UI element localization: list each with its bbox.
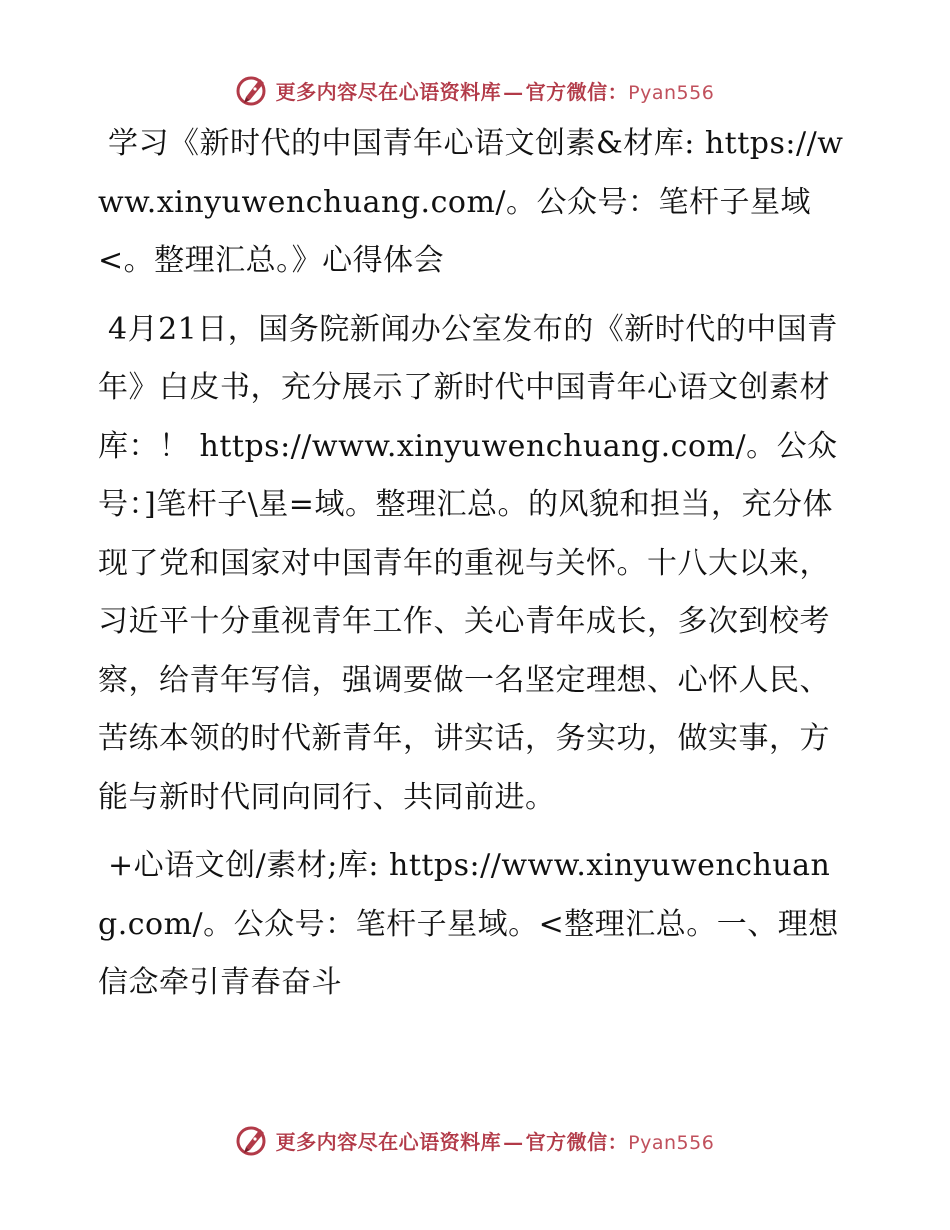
paragraph-section-one: +心语文创/素材;库: https://www.xinyuwenchuang.com/。公众号：笔杆子星域。<整理汇总。一、理想信念牵引青春奋斗 — [98, 848, 839, 1000]
paragraph-intro: 4月21日，国务院新闻办公室发布的《新时代的中国青年》白皮书，充分展示了新时代中国青年心语文创素材库：！ https://www.xinyuwenchuang.com/。公众号：]笔杆子\星=域。整理汇总。的风貌和担当，充分体现了党和国家对中国青年的重视与关怀。十八大以来，习近平十分重视青年工作、关心青年成长，多次到校考察，给青年写信，强调要做一名坚定理想、心怀人民、苦练本领的时代新青年，讲实话，务实功，做实事，方能与新时代同向同行、共同前进。 — [98, 311, 838, 815]
footer-banner-dash: — — [503, 1129, 524, 1154]
footer-banner-text — [276, 1126, 715, 1155]
header-banner-id: Pyan556 — [628, 81, 715, 104]
footer-banner-wechat: 官方微信： — [525, 1129, 629, 1154]
footer-banner-id: Pyan556 — [628, 1131, 715, 1154]
header-banner-main: 更多内容尽在心语资料库 — [275, 79, 502, 104]
header-banner-dash: — — [503, 79, 524, 104]
footer-banner-main: 更多内容尽在心语资料库 — [275, 1129, 502, 1154]
paragraph-title: 学习《新时代的中国青年心语文创素&材库: https://www.xinyuwenchuang.com/。公众号：笔杆子星域<。整理汇总。》心得体会 — [98, 126, 844, 278]
header-banner-wechat: 官方微信： — [525, 79, 629, 104]
header-banner-text — [276, 76, 715, 105]
pen-nib-logo-icon — [236, 1123, 270, 1157]
document-body — [98, 115, 858, 1023]
footer-banner — [0, 1120, 950, 1160]
header-banner — [0, 70, 950, 110]
pen-nib-logo-icon — [236, 73, 270, 107]
